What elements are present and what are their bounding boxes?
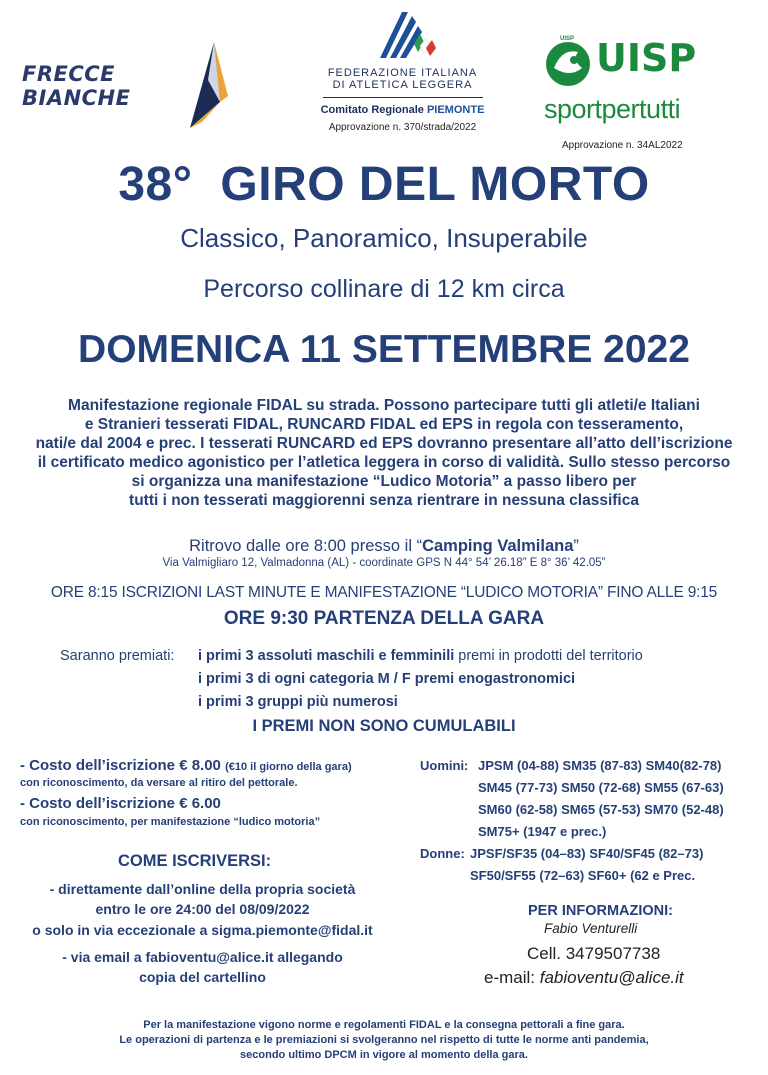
fidal-approval: Approvazione n. 370/strada/2022	[328, 122, 477, 133]
sail-icon	[172, 40, 232, 132]
prize-item-rest: premi in prodotti del territorio	[454, 648, 643, 664]
event-description	[0, 396, 768, 510]
prize-item	[198, 648, 643, 664]
description-line: nati/e dal 2004 e prec. I tesserati RUNCARD ed EPS dovranno presentare all’atto dell’iscrizione	[35, 435, 733, 452]
men-categories-label: Uomini:	[420, 758, 469, 773]
registration-line: - direttamente dall’online della propria società	[49, 881, 356, 897]
event-date: DOMENICA 11 SETTEMBRE 2022	[78, 328, 690, 371]
fee-standard	[20, 757, 352, 774]
fee-standard-note: (€10 il giorno della gara)	[225, 761, 352, 773]
meeting-point-place: Camping Valmilana	[422, 537, 574, 555]
edition-number: 38°	[118, 158, 193, 211]
fidal-emblem-icon	[368, 8, 438, 62]
event-subtitle: Classico, Panoramico, Insuperabile	[180, 223, 588, 253]
registration-time: ORE 8:15 ISCRIZIONI LAST MINUTE E MANIFESTAZIONE “LUDICO MOTORIA” FINO ALLE 9:15	[50, 584, 718, 601]
footer-notes	[0, 1018, 768, 1063]
meeting-point	[0, 537, 768, 556]
prizes-note: I PREMI NON SONO CUMULABILI	[252, 717, 516, 735]
uisp-approval: Approvazione n. 34AL2022	[562, 140, 683, 151]
description-line: e Stranieri tesserati FIDAL, RUNCARD FIDAL ed EPS in regola con tesseramento,	[84, 416, 684, 433]
meeting-point-suffix: ”	[573, 537, 579, 555]
uisp-small-label: UISP	[560, 36, 575, 42]
contact-name: Fabio Venturelli	[544, 921, 638, 936]
fee-standard-sub: con riconoscimento, da versare al ritiro del pettorale.	[20, 777, 298, 789]
men-category-line: SM75+ (1947 e prec.)	[478, 824, 607, 839]
women-category-line: JPSF/SF35 (04–83) SF40/SF45 (82–73)	[470, 846, 704, 861]
description-line: tutti i non tesserati maggiorenni senza rientrare in nessuna classifica	[129, 492, 639, 509]
fidal-logo	[300, 8, 505, 158]
registration-line: copia del cartellino	[139, 969, 266, 985]
event-title	[0, 157, 768, 212]
description-line: Manifestazione regionale FIDAL su strada. Possono partecipare tutti gli atleti/e Italiani	[68, 397, 700, 414]
women-categories-label: Donne:	[420, 846, 465, 861]
uisp-logo	[540, 36, 750, 156]
uisp-wordmark: UISP	[596, 36, 697, 80]
men-category-line: SM60 (62-58) SM65 (57-53) SM70 (52-48)	[478, 802, 724, 817]
fidal-comitato	[300, 104, 505, 116]
registration-line: o solo in via eccezionale a sigma.piemonte@fidal.it	[32, 922, 373, 938]
footer-line: Per la manifestazione vigono norme e regolamenti FIDAL e la consegna pettorali a fine gara.	[143, 1019, 625, 1031]
meeting-point-prefix: Ritrovo dalle ore 8:00 presso il “	[189, 537, 423, 555]
footer-line: Le operazioni di partenza e le premiazioni si svolgeranno nel rispetto di tutte le norme anti pandemia,	[119, 1034, 649, 1046]
description-line: si organizza una manifestazione “Ludico Motoria” a passo libero per	[131, 473, 637, 490]
contact-email-label: e-mail:	[484, 968, 540, 987]
men-category-line: SM45 (77-73) SM50 (72-68) SM55 (67-63)	[478, 780, 724, 795]
fee-ludico-sub: con riconoscimento, per manifestazione “ludico motoria”	[20, 816, 321, 828]
description-line: il certificato medico agonistico per l’atletica leggera in corso di validità. Sullo stesso percorso	[37, 454, 731, 471]
prize-item: i primi 3 di ogni categoria M / F premi enogastronomici	[198, 671, 576, 687]
uisp-emblem-icon	[542, 38, 594, 88]
contact-phone: Cell. 3479507738	[527, 944, 661, 963]
contact-email-address: fabioventu@alice.it	[539, 968, 684, 987]
fee-ludico: - Costo dell’iscrizione € 6.00	[20, 795, 221, 812]
fee-standard-label: - Costo dell’iscrizione € 8.00	[20, 757, 221, 774]
women-category-line: SF50/SF55 (72–63) SF60+ (62 e Prec.	[470, 868, 696, 883]
fidal-region: PIEMONTE	[426, 104, 485, 116]
contact-email	[484, 968, 684, 988]
registration-line: entro le ore 24:00 del 08/09/2022	[95, 901, 310, 917]
frecce-bianche-logo	[22, 40, 232, 140]
registration-title: COME ISCRIVERSI:	[118, 852, 272, 870]
event-name: GIRO DEL MORTO	[220, 158, 650, 211]
prize-item: i primi 3 gruppi più numerosi	[198, 694, 398, 710]
uisp-slogan: sportpertutti	[544, 94, 681, 124]
prize-item-bold: i primi 3 assoluti maschili e femminili	[198, 648, 455, 664]
fidal-comitato-label: Comitato Regionale	[320, 104, 424, 116]
frecce-logo-line1: FRECCE	[22, 62, 116, 86]
fidal-name-line1: FEDERAZIONE ITALIANA	[327, 67, 478, 79]
meeting-address: Via Valmigliaro 12, Valmadonna (AL) - coordinate GPS N 44° 54’ 26.18” E 8° 36’ 42.05”	[162, 557, 606, 569]
course-description: Percorso collinare di 12 km circa	[203, 275, 565, 303]
start-time: ORE 9:30 PARTENZA DELLA GARA	[223, 608, 545, 629]
men-category-line: JPSM (04-88) SM35 (87-83) SM40(82-78)	[478, 758, 722, 773]
prizes-lead: Saranno premiati:	[60, 648, 175, 664]
registration-line: - via email a fabioventu@alice.it allegando	[62, 949, 343, 965]
fidal-name-line2: DI ATLETICA LEGGERA	[332, 79, 473, 91]
footer-line: secondo ultimo DPCM in vigore al momento della gara.	[240, 1049, 528, 1061]
frecce-logo-line2: BIANCHE	[22, 86, 131, 110]
info-title: PER INFORMAZIONI:	[528, 903, 673, 919]
